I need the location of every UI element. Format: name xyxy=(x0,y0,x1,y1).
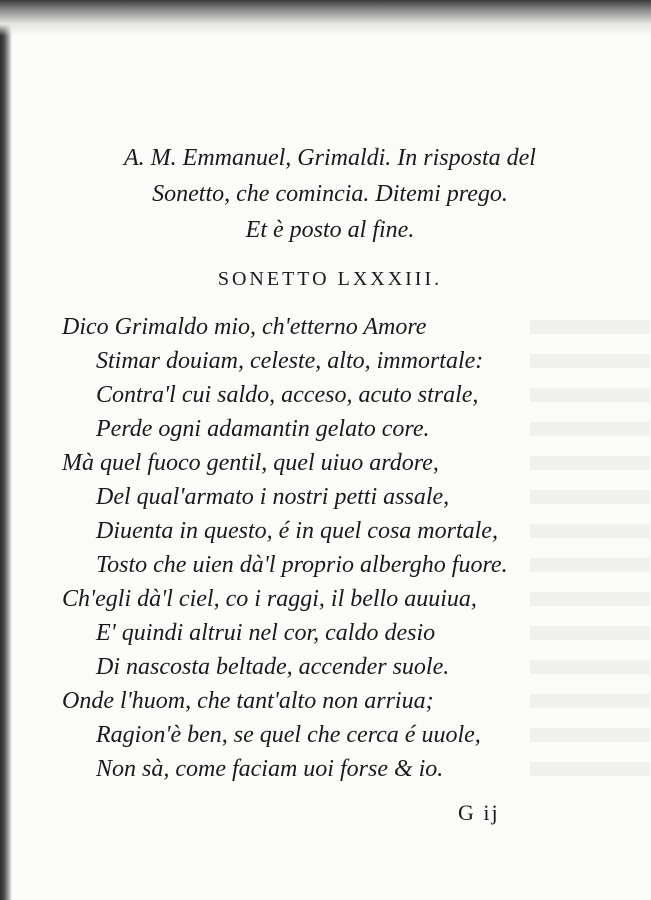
verse-line: Del qual'armato i nostri petti assale, xyxy=(96,484,450,510)
verse-line: Contra'l cui saldo, acceso, acuto strale, xyxy=(96,382,479,408)
verse-line: Non sà, come faciam uoi forse & io. xyxy=(96,756,444,782)
verse-line: Onde l'huom, che tant'alto non arriua; xyxy=(62,688,434,714)
signature-mark: G ij xyxy=(458,800,500,825)
sonnet-title: SONETTO LXXXIII. xyxy=(217,268,443,290)
binding-edge xyxy=(0,0,12,900)
verse-line: Stimar douiam, celeste, alto, immortale: xyxy=(96,348,484,374)
verse-line: Dico Grimaldo mio, ch'etterno Amore xyxy=(62,314,427,340)
page-top-shadow xyxy=(0,0,651,36)
verse-line: Ch'egli dà'l ciel, co i raggi, il bello auuiua, xyxy=(62,586,477,612)
dedication-header xyxy=(70,140,590,248)
verse-line: Ragion'è ben, se quel che cerca é uuole, xyxy=(96,722,481,748)
header-line-3: Et è posto al fine. xyxy=(245,217,415,243)
verse-line: Mà quel fuoco gentil, quel uiuo ardore, xyxy=(62,450,439,476)
header-line-2: Sonetto, che comincia. Ditemi prego. xyxy=(152,181,508,207)
sonnet-verses xyxy=(62,310,622,786)
verse-line: Tosto che uien dà'l proprio albergho fuore. xyxy=(96,552,508,578)
verse-line: Perde ogni adamantin gelato core. xyxy=(96,416,430,442)
verse-line: Di nascosta beltade, accender suole. xyxy=(96,654,450,680)
verse-line: E' quindi altrui nel cor, caldo desio xyxy=(96,620,436,646)
header-line-1: A. M. Emmanuel, Grimaldi. In risposta del xyxy=(124,145,536,171)
verse-line: Diuenta in questo, é in quel cosa mortale, xyxy=(96,518,498,544)
